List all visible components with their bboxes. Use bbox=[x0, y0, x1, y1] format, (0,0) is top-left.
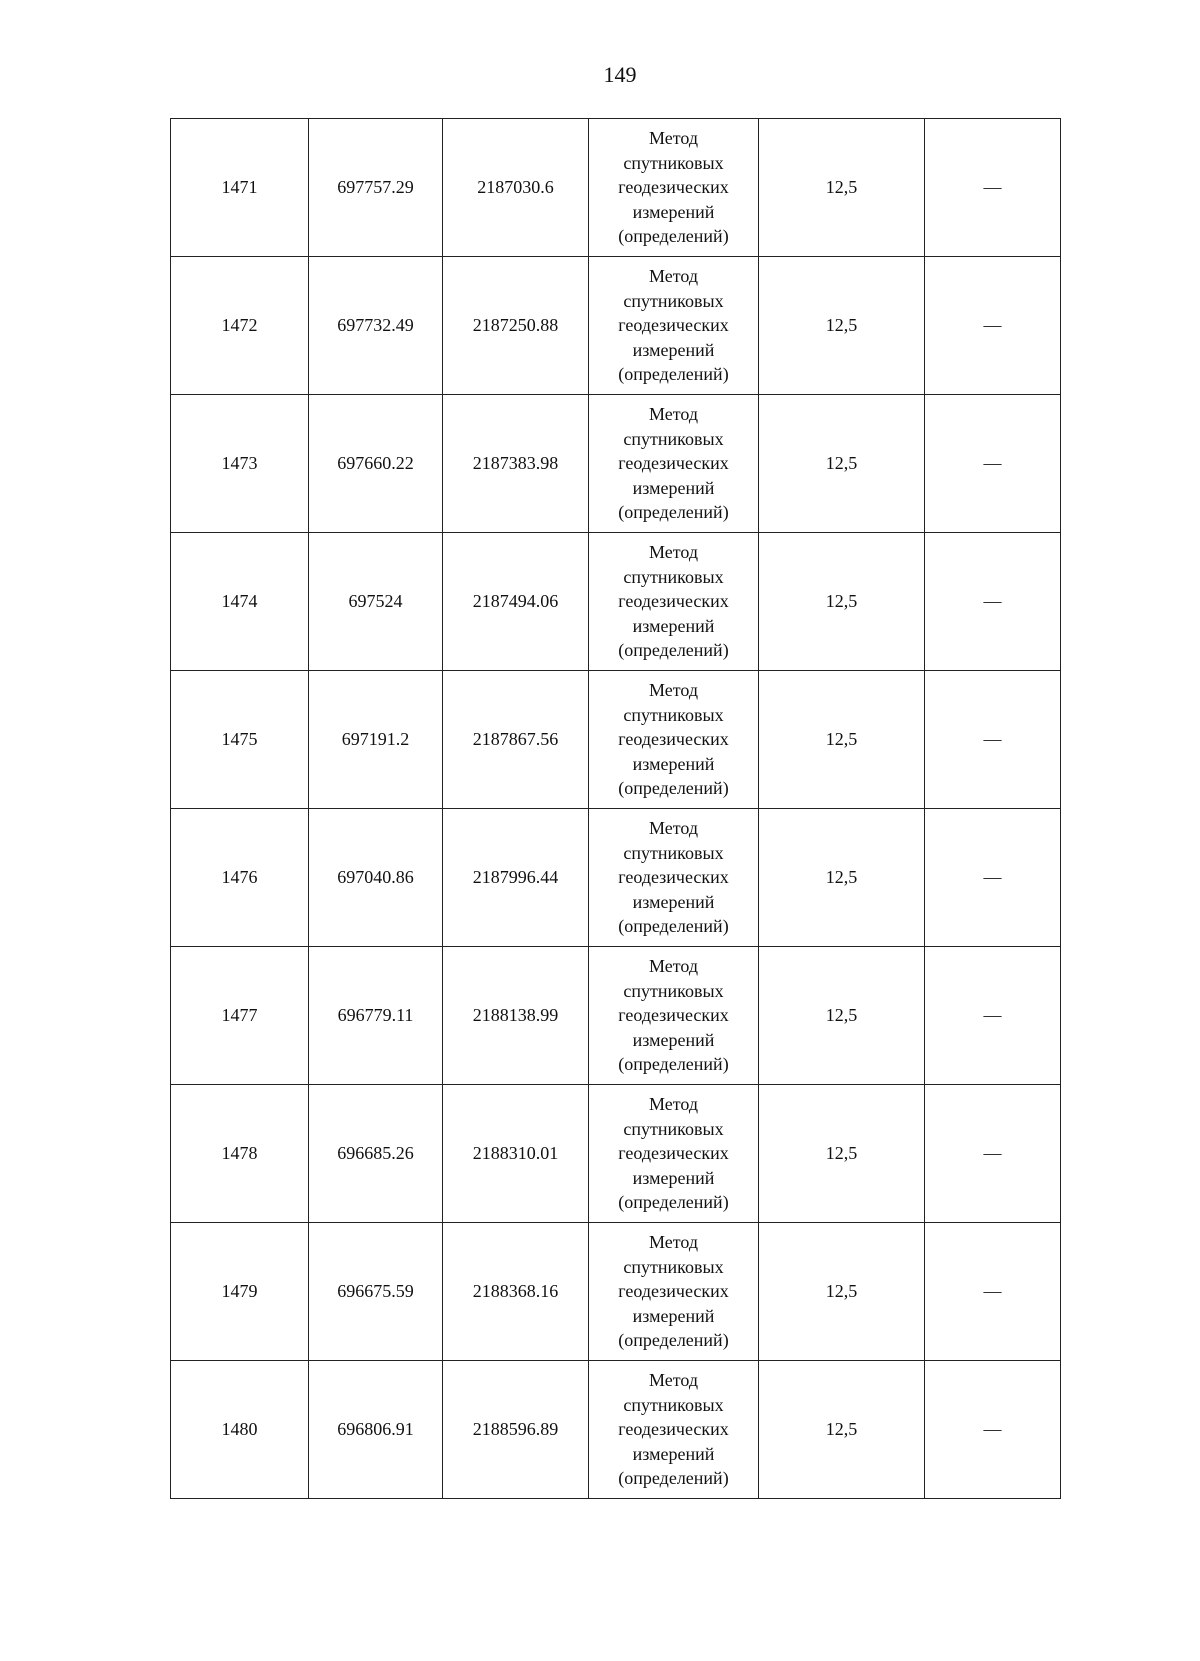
y-coordinate-cell: 2187250.88 bbox=[443, 257, 589, 395]
y-coordinate-cell: 2187867.56 bbox=[443, 671, 589, 809]
y-coordinate-cell: 2187494.06 bbox=[443, 533, 589, 671]
point-number-cell: 1472 bbox=[171, 257, 309, 395]
coordinates-table bbox=[170, 118, 1061, 1499]
note-cell: — bbox=[925, 671, 1061, 809]
method-line: (определений) bbox=[618, 1054, 729, 1075]
note-cell: — bbox=[925, 1223, 1061, 1361]
method-line: измерений bbox=[632, 1167, 715, 1188]
method-cell bbox=[589, 1361, 759, 1499]
method-line: спутниковых bbox=[623, 290, 724, 311]
method-line: спутниковых bbox=[623, 704, 724, 725]
method-cell bbox=[589, 947, 759, 1085]
x-coordinate-cell: 696675.59 bbox=[309, 1223, 443, 1361]
method-line: (определений) bbox=[618, 502, 729, 523]
point-number-cell: 1477 bbox=[171, 947, 309, 1085]
method-line: измерений bbox=[632, 477, 715, 498]
method-cell bbox=[589, 1223, 759, 1361]
method-cell bbox=[589, 809, 759, 947]
note-cell: — bbox=[925, 809, 1061, 947]
accuracy-cell: 12,5 bbox=[759, 257, 925, 395]
method-line: геодезических bbox=[618, 453, 729, 474]
method-line: измерений bbox=[632, 1305, 715, 1326]
method-line: Метод bbox=[648, 1232, 699, 1253]
method-line: измерений bbox=[632, 1029, 715, 1050]
point-number-cell: 1473 bbox=[171, 395, 309, 533]
method-line: измерений bbox=[632, 753, 715, 774]
point-number-cell: 1476 bbox=[171, 809, 309, 947]
method-line: спутниковых bbox=[623, 1394, 724, 1415]
y-coordinate-cell: 2188138.99 bbox=[443, 947, 589, 1085]
method-line: спутниковых bbox=[623, 980, 724, 1001]
x-coordinate-cell: 697660.22 bbox=[309, 395, 443, 533]
point-number-cell: 1479 bbox=[171, 1223, 309, 1361]
method-line: геодезических bbox=[618, 315, 729, 336]
table-row bbox=[171, 1085, 1061, 1223]
accuracy-cell: 12,5 bbox=[759, 947, 925, 1085]
method-line: (определений) bbox=[618, 364, 729, 385]
table-row bbox=[171, 257, 1061, 395]
method-line: Метод bbox=[648, 128, 699, 149]
accuracy-cell: 12,5 bbox=[759, 1361, 925, 1499]
method-line: (определений) bbox=[618, 1192, 729, 1213]
method-line: спутниковых bbox=[623, 1118, 724, 1139]
method-line: Метод bbox=[648, 542, 699, 563]
y-coordinate-cell: 2188596.89 bbox=[443, 1361, 589, 1499]
table-row bbox=[171, 395, 1061, 533]
method-line: геодезических bbox=[618, 591, 729, 612]
x-coordinate-cell: 696685.26 bbox=[309, 1085, 443, 1223]
method-line: спутниковых bbox=[623, 1256, 724, 1277]
method-line: измерений bbox=[632, 615, 715, 636]
table-row bbox=[171, 671, 1061, 809]
method-line: геодезических bbox=[618, 729, 729, 750]
x-coordinate-cell: 697191.2 bbox=[309, 671, 443, 809]
method-line: геодезических bbox=[618, 1143, 729, 1164]
accuracy-cell: 12,5 bbox=[759, 671, 925, 809]
table-row bbox=[171, 533, 1061, 671]
point-number-cell: 1471 bbox=[171, 119, 309, 257]
note-cell: — bbox=[925, 947, 1061, 1085]
table-row bbox=[171, 119, 1061, 257]
method-line: (определений) bbox=[618, 1330, 729, 1351]
method-line: (определений) bbox=[618, 916, 729, 937]
table-row bbox=[171, 1361, 1061, 1499]
x-coordinate-cell: 697757.29 bbox=[309, 119, 443, 257]
method-line: Метод bbox=[648, 404, 699, 425]
table-row bbox=[171, 809, 1061, 947]
accuracy-cell: 12,5 bbox=[759, 1223, 925, 1361]
method-line: Метод bbox=[648, 266, 699, 287]
method-line: (определений) bbox=[618, 778, 729, 799]
note-cell: — bbox=[925, 533, 1061, 671]
method-line: геодезических bbox=[618, 1281, 729, 1302]
point-number-cell: 1480 bbox=[171, 1361, 309, 1499]
method-line: измерений bbox=[632, 339, 715, 360]
table-body bbox=[171, 119, 1061, 1499]
method-line: спутниковых bbox=[623, 152, 724, 173]
note-cell: — bbox=[925, 257, 1061, 395]
page-number: 149 bbox=[603, 62, 637, 87]
method-cell bbox=[589, 395, 759, 533]
note-cell: — bbox=[925, 1085, 1061, 1223]
x-coordinate-cell: 697524 bbox=[309, 533, 443, 671]
method-line: (определений) bbox=[618, 1468, 729, 1489]
method-cell bbox=[589, 671, 759, 809]
x-coordinate-cell: 697732.49 bbox=[309, 257, 443, 395]
y-coordinate-cell: 2188310.01 bbox=[443, 1085, 589, 1223]
method-cell bbox=[589, 119, 759, 257]
x-coordinate-cell: 697040.86 bbox=[309, 809, 443, 947]
method-line: измерений bbox=[632, 201, 715, 222]
note-cell: — bbox=[925, 395, 1061, 533]
accuracy-cell: 12,5 bbox=[759, 533, 925, 671]
y-coordinate-cell: 2188368.16 bbox=[443, 1223, 589, 1361]
method-cell bbox=[589, 1085, 759, 1223]
accuracy-cell: 12,5 bbox=[759, 119, 925, 257]
method-line: геодезических bbox=[618, 1419, 729, 1440]
accuracy-cell: 12,5 bbox=[759, 809, 925, 947]
note-cell: — bbox=[925, 119, 1061, 257]
method-line: геодезических bbox=[618, 177, 729, 198]
point-number-cell: 1478 bbox=[171, 1085, 309, 1223]
method-line: геодезических bbox=[618, 867, 729, 888]
method-line: измерений bbox=[632, 1443, 715, 1464]
method-line: измерений bbox=[632, 891, 715, 912]
method-line: Метод bbox=[648, 956, 699, 977]
method-line: (определений) bbox=[618, 226, 729, 247]
y-coordinate-cell: 2187996.44 bbox=[443, 809, 589, 947]
method-line: спутниковых bbox=[623, 566, 724, 587]
method-cell bbox=[589, 257, 759, 395]
method-line: Метод bbox=[648, 1370, 699, 1391]
point-number-cell: 1474 bbox=[171, 533, 309, 671]
x-coordinate-cell: 696806.91 bbox=[309, 1361, 443, 1499]
method-line: Метод bbox=[648, 680, 699, 701]
accuracy-cell: 12,5 bbox=[759, 395, 925, 533]
method-line: спутниковых bbox=[623, 428, 724, 449]
method-line: спутниковых bbox=[623, 842, 724, 863]
note-cell: — bbox=[925, 1361, 1061, 1499]
y-coordinate-cell: 2187383.98 bbox=[443, 395, 589, 533]
method-line: (определений) bbox=[618, 640, 729, 661]
accuracy-cell: 12,5 bbox=[759, 1085, 925, 1223]
method-line: Метод bbox=[648, 1094, 699, 1115]
x-coordinate-cell: 696779.11 bbox=[309, 947, 443, 1085]
method-line: геодезических bbox=[618, 1005, 729, 1026]
point-number-cell: 1475 bbox=[171, 671, 309, 809]
method-cell bbox=[589, 533, 759, 671]
table-row bbox=[171, 947, 1061, 1085]
table-row bbox=[171, 1223, 1061, 1361]
y-coordinate-cell: 2187030.6 bbox=[443, 119, 589, 257]
method-line: Метод bbox=[648, 818, 699, 839]
